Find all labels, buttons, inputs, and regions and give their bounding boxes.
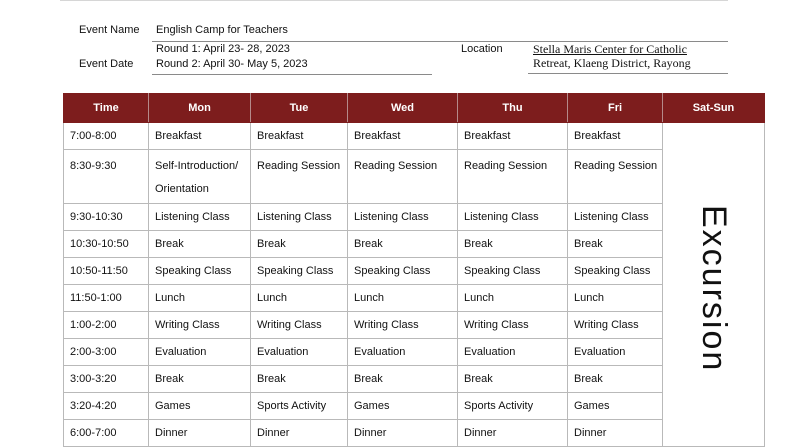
location-line-2: Retreat, Klaeng District, Rayong: [533, 56, 691, 70]
table-row: [64, 339, 765, 366]
activity-cell: Sports Activity: [251, 393, 348, 420]
activity-cell: Evaluation: [149, 339, 251, 366]
table-row: [64, 312, 765, 339]
table-row: [64, 420, 765, 447]
table-row: [64, 366, 765, 393]
time-cell: 3:20-4:20: [64, 393, 149, 420]
location-label: Location: [461, 43, 503, 55]
activity-cell: Break: [348, 366, 458, 393]
activity-cell: Lunch: [568, 285, 663, 312]
activity-cell: Break: [568, 366, 663, 393]
activity-cell: Speaking Class: [458, 258, 568, 285]
header-row: [64, 94, 765, 123]
activity-cell: Games: [149, 393, 251, 420]
excursion-label: Excursion: [695, 205, 733, 373]
location-underline: [528, 73, 728, 74]
activity-cell: Lunch: [458, 285, 568, 312]
header-mon: Mon: [149, 94, 251, 123]
activity-cell: Sports Activity: [458, 393, 568, 420]
activity-cell: Speaking Class: [251, 258, 348, 285]
activity-cell: Writing Class: [251, 312, 348, 339]
activity-cell: Break: [568, 231, 663, 258]
time-cell: 11:50-1:00: [64, 285, 149, 312]
header-tue: Tue: [251, 94, 348, 123]
time-cell: 10:30-10:50: [64, 231, 149, 258]
time-cell: 10:50-11:50: [64, 258, 149, 285]
time-cell: 9:30-10:30: [64, 204, 149, 231]
activity-cell: Dinner: [458, 420, 568, 447]
activity-cell: Break: [149, 231, 251, 258]
header-wed: Wed: [348, 94, 458, 123]
event-name-value: English Camp for Teachers: [156, 24, 288, 36]
header-sat-sun: Sat-Sun: [663, 94, 765, 123]
table-row: [64, 285, 765, 312]
activity-cell: Listening Class: [149, 204, 251, 231]
activity-cell: Writing Class: [149, 312, 251, 339]
activity-cell: Evaluation: [251, 339, 348, 366]
time-cell: 6:00-7:00: [64, 420, 149, 447]
activity-cell: Break: [149, 366, 251, 393]
activity-cell: Breakfast: [458, 123, 568, 150]
time-cell: 3:00-3:20: [64, 366, 149, 393]
time-cell: 2:00-3:00: [64, 339, 149, 366]
table-row: [64, 123, 765, 150]
activity-cell: Games: [348, 393, 458, 420]
activity-cell: Dinner: [251, 420, 348, 447]
activity-cell: Listening Class: [458, 204, 568, 231]
activity-cell: Writing Class: [458, 312, 568, 339]
activity-cell: Breakfast: [149, 123, 251, 150]
header-thu: Thu: [458, 94, 568, 123]
activity-cell: Break: [251, 231, 348, 258]
activity-cell: Reading Session: [568, 150, 663, 204]
activity-cell: Speaking Class: [149, 258, 251, 285]
activity-cell: Break: [458, 231, 568, 258]
activity-cell: Breakfast: [348, 123, 458, 150]
activity-cell: Breakfast: [568, 123, 663, 150]
time-cell: 1:00-2:00: [64, 312, 149, 339]
round-2-date: Round 2: April 30- May 5, 2023: [156, 58, 308, 70]
table-row: [64, 204, 765, 231]
table-row: [64, 393, 765, 420]
top-divider: [60, 0, 728, 1]
event-date-underline: [152, 74, 432, 75]
table-row: [64, 150, 765, 204]
time-cell: 8:30-9:30: [64, 150, 149, 204]
activity-cell: Lunch: [149, 285, 251, 312]
activity-cell: Games: [568, 393, 663, 420]
activity-cell: Reading Session: [251, 150, 348, 204]
activity-cell: Break: [458, 366, 568, 393]
activity-cell: Reading Session: [348, 150, 458, 204]
event-name-label: Event Name: [79, 24, 140, 36]
activity-cell: Lunch: [251, 285, 348, 312]
activity-cell: Speaking Class: [348, 258, 458, 285]
activity-cell: Speaking Class: [568, 258, 663, 285]
header-time: Time: [64, 94, 149, 123]
header-fri: Fri: [568, 94, 663, 123]
time-cell: 7:00-8:00: [64, 123, 149, 150]
activity-cell: Break: [251, 366, 348, 393]
activity-cell: Listening Class: [568, 204, 663, 231]
table-row: [64, 258, 765, 285]
activity-cell: Evaluation: [568, 339, 663, 366]
activity-cell: Listening Class: [348, 204, 458, 231]
activity-cell: Writing Class: [348, 312, 458, 339]
activity-cell: Writing Class: [568, 312, 663, 339]
activity-cell: Dinner: [568, 420, 663, 447]
round-1-date: Round 1: April 23- 28, 2023: [156, 43, 290, 55]
activity-cell: Dinner: [149, 420, 251, 447]
activity-cell: Evaluation: [348, 339, 458, 366]
weekend-cell: [663, 123, 765, 447]
activity-cell: Dinner: [348, 420, 458, 447]
activity-cell: Breakfast: [251, 123, 348, 150]
event-date-label: Event Date: [79, 58, 134, 70]
activity-cell: Lunch: [348, 285, 458, 312]
activity-cell: Listening Class: [251, 204, 348, 231]
activity-cell: Self-Introduction/ Orientation: [149, 150, 251, 204]
schedule-table: [63, 93, 765, 447]
table-row: [64, 231, 765, 258]
activity-cell: Evaluation: [458, 339, 568, 366]
activity-cell: Reading Session: [458, 150, 568, 204]
location-line-1: Stella Maris Center for Catholic: [533, 42, 687, 56]
activity-cell: Break: [348, 231, 458, 258]
